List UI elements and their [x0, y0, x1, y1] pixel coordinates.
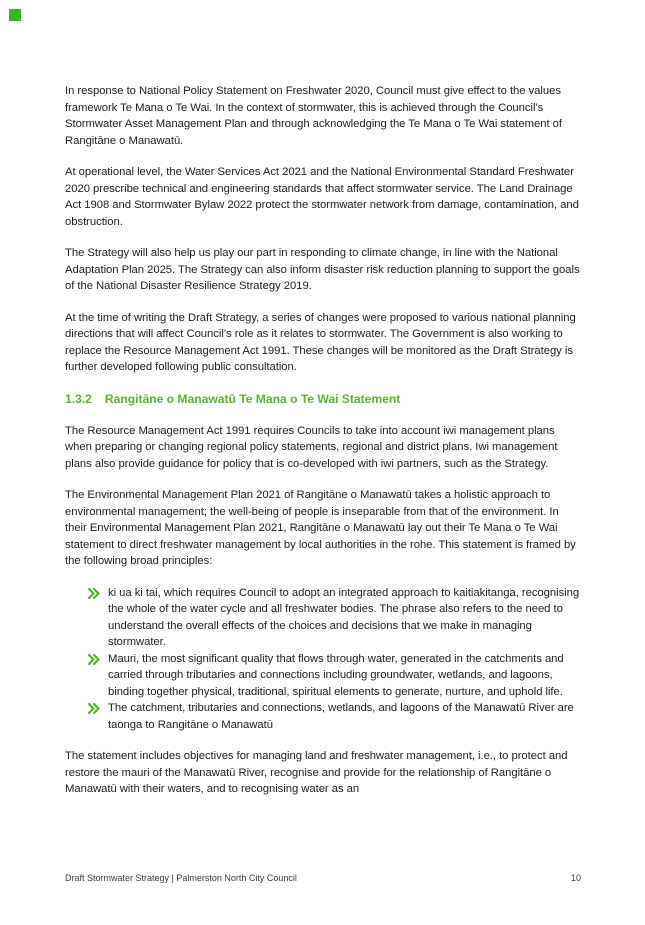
paragraph: At the time of writing the Draft Strategy, a series of changes were proposed to various national planning directions that will affect Council’s role as it relates to stormwater. The Government is also working to replace the Resource Management Act 1991. These changes will be monitored as the Draft Strategy is further developed following public consultation.: [65, 311, 576, 373]
list-item: [88, 700, 582, 733]
double-chevron-right-icon: [88, 585, 108, 599]
list-item-text: ki ua ki tai, which requires Council to adopt an integrated approach to kaitiakitanga, recognising the whole of the water cycle and all freshwater bodies. The phrase also refers to the need to understand the overall effects of the choices and decisions that we make in managing stormwater.: [108, 586, 580, 648]
footer-page-number: 10: [570, 873, 581, 883]
list-item-text: The catchment, tributaries and connections, wetlands, and lagoons of the Manawatū River are taonga to Rangitāne o Manawatū: [108, 702, 574, 731]
section-heading-title: Rangitāne o Manawatū Te Mana o Te Wai Statement: [104, 391, 401, 406]
list-item: [88, 651, 582, 701]
paragraph: The statement includes objectives for managing land and freshwater management, i.e., to protect and restore the mauri of the Manawatū River, recognise and provide for the relationship of Rangitāne o Manawatū with their waters, and to recognising water as an: [65, 750, 568, 795]
footer-document-title: Draft Stormwater Strategy | Palmerston North City Council: [65, 873, 297, 883]
page-corner-mark: [9, 9, 21, 21]
list-item: [88, 585, 582, 651]
section-heading: [65, 391, 582, 408]
paragraph: In response to National Policy Statement on Freshwater 2020, Council must give effect to the values framework Te Mana o Te Wai. In the context of stormwater, this is achieved through the Council’s Stormwater Asset Management Plan and through acknowledging the Te Mana o Te Wai statement of Rangitāne o Manawatū.: [65, 85, 562, 147]
page-footer: [65, 873, 581, 884]
paragraph: The Strategy will also help us play our part in responding to climate change, in line with the National Adaptation Plan 2025. The Strategy can also inform disaster risk reduction planning to support the goals of the National Disaster Resilience Strategy 2019.: [65, 247, 580, 292]
double-chevron-right-icon: [88, 700, 108, 714]
page-content: [65, 83, 582, 798]
list-item-text: Mauri, the most significant quality that flows through water, generated in the catchments and carried through tributaries and connections including groundwater, wetlands, and lagoons, binding together physical, traditional, spiritual elements to generate, nurture, and uphold life.: [108, 652, 564, 698]
paragraph: At operational level, the Water Services Act 2021 and the National Environmental Standard Freshwater 2020 prescribe technical and engineering standards that affect stormwater service. The Land Drainage Act 1908 and Stormwater Bylaw 2022 protect the stormwater network from damage, contamination, and obstruction.: [65, 166, 579, 228]
bullet-list: [65, 585, 582, 734]
section-heading-number: 1.3.2: [65, 391, 92, 406]
paragraph: The Environmental Management Plan 2021 of Rangitāne o Manawatū takes a holistic approach to environmental management; the well-being of people is inseparable from that of the environment. In their Environmental Management Plan 2021, Rangitāne o Manawatū lay out their Te Mana o Te Wai statement to direct freshwater management by local authorities in the rohe. This statement is framed by the following broad principles:: [65, 489, 576, 567]
paragraph: The Resource Management Act 1991 requires Councils to take into account iwi management plans when preparing or changing regional policy statements, regional and district plans. Iwi management plans also provide guidance for policy that is co-developed with iwi partners, such as the Strategy.: [65, 424, 558, 470]
double-chevron-right-icon: [88, 651, 108, 665]
